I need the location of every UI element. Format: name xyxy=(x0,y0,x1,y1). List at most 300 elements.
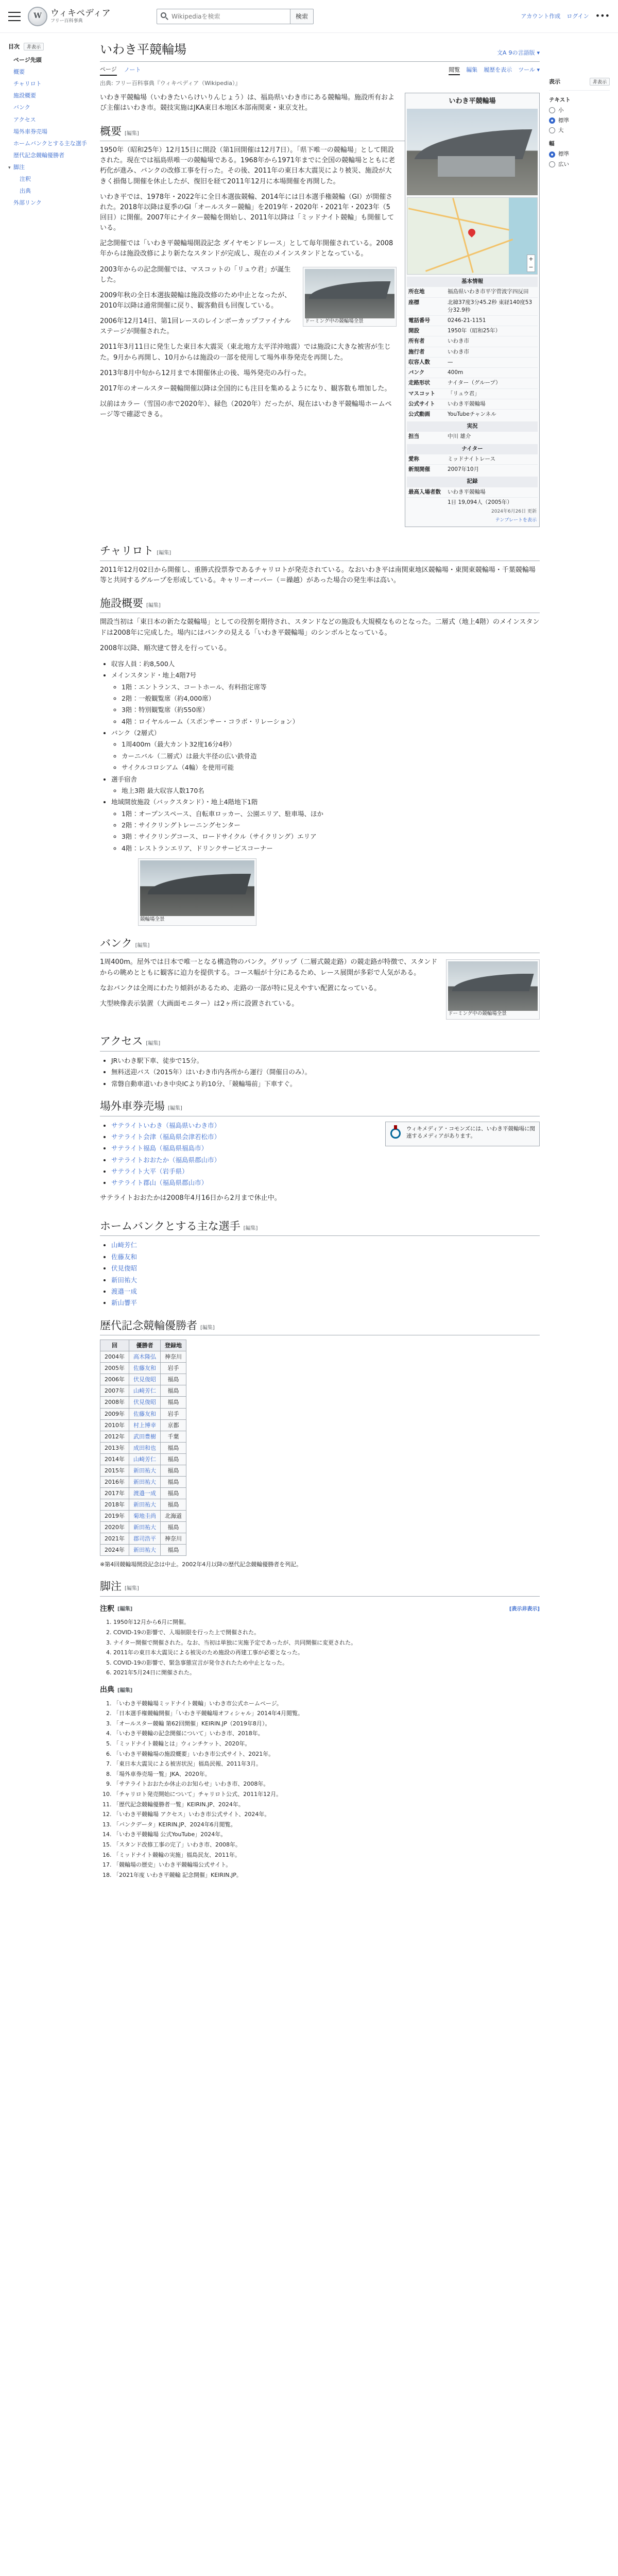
infobox-template-link[interactable] xyxy=(407,516,538,525)
tab-tools[interactable]: ツール ▾ xyxy=(518,66,540,74)
cell-text: 福島 xyxy=(167,1501,179,1508)
table-cell xyxy=(161,1363,186,1374)
winner-link[interactable]: 山崎芳仁 xyxy=(133,1455,156,1463)
infobox-key: 電話番号 xyxy=(408,317,430,324)
cell-text: 2004年 xyxy=(105,1353,125,1361)
notes-title: 注釈 xyxy=(100,1604,114,1613)
reference-item: 16. 「ミッドナイト競輪の実施」福島民友、2011年。 xyxy=(113,1851,540,1860)
infobox-key xyxy=(408,499,448,506)
infobox-value: いわき市 xyxy=(448,348,469,355)
table-cell xyxy=(161,1351,186,1363)
infobox-row xyxy=(407,286,538,297)
table-row xyxy=(100,1499,186,1510)
infobox-value: いわき平競輪場 xyxy=(448,400,486,407)
winner-link[interactable]: 菊地圭尚 xyxy=(133,1512,156,1519)
tab-edit[interactable]: 編集 xyxy=(466,66,478,74)
winner-link[interactable]: 村上博幸 xyxy=(133,1421,156,1429)
facility-figure[interactable] xyxy=(138,858,256,926)
edit-section-link[interactable]: [編集] xyxy=(243,1225,258,1231)
winner-link[interactable]: 高木隆弘 xyxy=(133,1353,156,1361)
offsite-item-text[interactable]: サテライト会津（福島県会津若松市） xyxy=(111,1132,221,1141)
radio-label: 標準 xyxy=(558,151,569,158)
language-button[interactable] xyxy=(497,48,540,57)
table-cell[interactable] xyxy=(129,1374,161,1385)
table-row xyxy=(100,1510,186,1521)
radio-button[interactable] xyxy=(549,107,555,113)
overview-p4: 2003年からの記念開催では、マスコットの「リュウ君」が誕生した。 xyxy=(100,265,291,284)
infobox-row xyxy=(407,378,538,388)
offsite-item-text[interactable]: サテライトいわき（福島県いわき市） xyxy=(111,1121,221,1129)
section-title: 概要 xyxy=(100,125,122,138)
winners-table xyxy=(100,1340,186,1556)
cell-text: 福島 xyxy=(167,1523,179,1531)
search-input[interactable] xyxy=(157,9,290,24)
map-pin-icon xyxy=(467,227,477,238)
cell-text: 千葉 xyxy=(167,1433,179,1440)
winner-link[interactable]: 渡邉一成 xyxy=(133,1489,156,1497)
notes-list xyxy=(113,1618,540,1677)
refs-subheading xyxy=(100,1685,540,1696)
toc-link[interactable]: 出典 xyxy=(20,188,31,195)
refs-list xyxy=(113,1699,540,1880)
section-facility xyxy=(100,595,540,614)
cell-text: 2015年 xyxy=(105,1467,125,1474)
table-cell xyxy=(100,1487,129,1499)
winner-link[interactable]: 新田祐大 xyxy=(133,1547,156,1554)
rider-item-text[interactable]: 伏見俊昭 xyxy=(111,1264,138,1273)
rider-item[interactable] xyxy=(111,1252,540,1262)
list-item: • 収容人員：約8,500人 xyxy=(111,659,540,669)
rider-item[interactable] xyxy=(111,1240,540,1250)
toc-item[interactable] xyxy=(8,66,91,78)
tab-page[interactable]: ページ xyxy=(100,65,117,76)
table-cell xyxy=(161,1442,186,1453)
table-cell xyxy=(100,1408,129,1419)
rider-item[interactable] xyxy=(111,1286,540,1296)
table-row xyxy=(100,1374,186,1385)
table-cell xyxy=(161,1476,186,1487)
toc-item[interactable] xyxy=(8,114,91,126)
edit-section-link[interactable]: [編集] xyxy=(125,130,139,137)
winner-link[interactable]: 伏見俊昭 xyxy=(133,1376,156,1383)
table-cell[interactable] xyxy=(129,1487,161,1499)
note-item: 2. COVID-19の影響で、入場制限を行った上で開催された。 xyxy=(113,1628,540,1637)
appearance-hide-button[interactable]: 非表示 xyxy=(590,78,610,86)
toc-link[interactable]: ページ先頭 xyxy=(13,57,42,64)
toc-item[interactable] xyxy=(8,138,91,149)
reference-item: 13. 「バンクデータ」KEIRIN.JP、2024年6月閲覧。 xyxy=(113,1820,540,1829)
infobox-value: 福島県いわき市平字菅波字四反田 xyxy=(448,289,529,295)
offsite-item-text[interactable]: サテライト郡山（福島県郡山市） xyxy=(111,1179,208,1187)
radio-button[interactable] xyxy=(549,127,555,133)
personal-tools xyxy=(521,10,610,23)
search-button[interactable]: 検索 xyxy=(290,9,314,24)
radio-label: 広い xyxy=(558,161,569,167)
logo-text: ウィキペディア xyxy=(50,8,111,19)
text-size-option[interactable] xyxy=(549,116,610,125)
table-cell xyxy=(100,1374,129,1385)
bank-p2: なおバンクは全周にわたり傾斜があるため、走路の一部が特に見えやすい配置になっている。 xyxy=(100,984,381,992)
edit-section-link[interactable]: [編集] xyxy=(117,1606,133,1612)
note-item: 5. COVID-19の影響で、緊急事態宣言が発令されたため中止となった。 xyxy=(113,1658,540,1668)
toc-link[interactable]: 施設概要 xyxy=(13,92,36,99)
width-option[interactable] xyxy=(549,160,610,168)
winner-link[interactable]: 郡司浩平 xyxy=(133,1535,156,1543)
edit-section-link[interactable]: [編集] xyxy=(146,602,161,608)
toc-link[interactable]: 外部リンク xyxy=(13,199,42,207)
width-label: 幅 xyxy=(549,141,555,147)
table-cell xyxy=(100,1465,129,1476)
table-cell[interactable] xyxy=(129,1363,161,1374)
infobox-value: いわき平競輪場 xyxy=(448,488,486,495)
toc-link[interactable]: 場外車券売場 xyxy=(13,128,47,135)
cell-text: 福島 xyxy=(167,1478,179,1485)
infobox-value: ミッドナイトレース xyxy=(448,455,496,462)
section-notes xyxy=(100,1578,540,1597)
access-item-text: 常磐自動車道いわき中央ICより約10分、「競輪場前」下車すぐ。 xyxy=(111,1079,297,1088)
radio-label: 大 xyxy=(558,127,564,133)
infobox-section-race: 実況 xyxy=(407,421,538,431)
toc-item[interactable] xyxy=(8,78,91,90)
radio-button[interactable] xyxy=(549,151,555,158)
logo-subtext: フリー百科事典 xyxy=(50,19,83,24)
cell-text: 2010年 xyxy=(105,1421,125,1429)
rider-item[interactable] xyxy=(111,1298,540,1308)
text-size-option[interactable] xyxy=(549,126,610,134)
table-cell xyxy=(161,1465,186,1476)
overview-p6: 2006年12月14日、第1回レースのレインボーカップファイナルステージが開催された。 xyxy=(100,317,291,336)
list-subitem: ◦ 1階：エントランス、コートホール、有料指定席等 xyxy=(122,682,540,692)
edit-section-link[interactable]: [編集] xyxy=(146,1041,161,1047)
overview-figure-caption: ドーミング中の競輪場全景 xyxy=(305,318,364,324)
rider-item[interactable] xyxy=(111,1263,540,1273)
table-header: 登録地 xyxy=(161,1340,186,1351)
cell-text: 2016年 xyxy=(105,1478,125,1485)
cell-text: 福島 xyxy=(167,1444,179,1451)
toc-item[interactable] xyxy=(8,101,91,113)
offsite-item-text[interactable]: サテライトおおたか（福島県郡山市） xyxy=(111,1156,221,1164)
table-cell[interactable] xyxy=(129,1397,161,1408)
template-link[interactable]: テンプレートを表示 xyxy=(495,517,537,523)
infobox-key: 施行者 xyxy=(408,348,425,355)
cell-text: 神奈川 xyxy=(165,1353,182,1361)
facility-p1: 開設当初は「東日本の新たな競輪場」としての役割を期待され、スタンドなどの施設も大規模なものとなった。二層式（地上4階）のメインスタンドは2008年に完成した。場内にはバンクの見える「いわき平競輪場」のシンボルとなっている。 xyxy=(100,618,540,637)
infobox-key: 公式動画 xyxy=(408,411,430,417)
radio-label: 標準 xyxy=(558,117,569,124)
infobox-key: 新規開催 xyxy=(408,466,430,473)
reference-item: 14. 「いわき平競輪場 公式YouTube」2024年。 xyxy=(113,1830,540,1839)
offsite-item[interactable] xyxy=(111,1178,540,1188)
table-cell[interactable] xyxy=(129,1408,161,1419)
language-icon: 文A xyxy=(496,49,507,57)
cell-text: 神奈川 xyxy=(165,1535,182,1543)
table-row xyxy=(100,1408,186,1419)
cell-text: 福島 xyxy=(167,1387,179,1395)
site-logo[interactable] xyxy=(28,7,151,26)
appearance-title: 表示 xyxy=(549,78,560,85)
section-title: 場外車券売場 xyxy=(100,1099,165,1112)
location-map[interactable] xyxy=(407,197,538,275)
infobox-row xyxy=(407,388,538,399)
table-cell xyxy=(100,1363,129,1374)
edit-section-link[interactable]: [編集] xyxy=(117,1687,133,1693)
winner-link[interactable]: 伏見俊昭 xyxy=(133,1399,156,1406)
radio-button[interactable] xyxy=(549,161,555,167)
winner-link[interactable]: 新田祐大 xyxy=(133,1467,156,1474)
infobox-value: 2007年10月 xyxy=(448,466,479,473)
appearance-panel xyxy=(549,33,610,1885)
offsite-item[interactable] xyxy=(111,1155,540,1165)
table-cell xyxy=(161,1419,186,1431)
table-cell[interactable] xyxy=(129,1351,161,1363)
main-menu-icon[interactable] xyxy=(8,12,21,21)
table-cell xyxy=(100,1397,129,1408)
list-item: • 選手宿舎 ◦ 地上3階 最大収容人数170名 xyxy=(111,774,540,796)
table-cell[interactable] xyxy=(129,1545,161,1556)
table-row xyxy=(100,1453,186,1465)
table-row xyxy=(100,1487,186,1499)
table-row xyxy=(100,1521,186,1533)
rider-item-text[interactable]: 山崎芳仁 xyxy=(111,1241,138,1249)
infobox-value: 1日 19,094人（2005年） xyxy=(448,499,512,505)
toc-link[interactable]: アクセス xyxy=(13,116,36,123)
winner-link[interactable]: 武田豊樹 xyxy=(133,1433,156,1440)
riders-list xyxy=(111,1240,540,1308)
table-cell xyxy=(100,1510,129,1521)
infobox-row xyxy=(407,315,538,326)
notes-subheading xyxy=(100,1604,540,1615)
table-row xyxy=(100,1533,186,1545)
reference-item: 4. 「いわき平競輪の記念開催について」いわき市、2018年。 xyxy=(113,1729,540,1738)
reference-item: 8. 「場外車券売場一覧」JKA、2020年。 xyxy=(113,1770,540,1779)
toc-link[interactable]: バンク xyxy=(13,104,30,111)
toc-item[interactable] xyxy=(8,197,91,209)
table-cell xyxy=(161,1499,186,1510)
toc-item[interactable] xyxy=(8,173,91,185)
list-item: • メインスタンド・地上4階7号 ◦ 1階：エントランス、コートホール、有料指定席等 ◦ 2階：一般観覧席（約4,000席） ◦ 3階：特別観覧席（約550席） ◦ 4階：ロイヤルルーム（スポンサー・コラボ・リレーション） xyxy=(111,670,540,726)
table-cell[interactable] xyxy=(129,1533,161,1545)
toc-item[interactable] xyxy=(8,161,91,173)
winners-note: ※第4回競輪場開設記念は中止。2002年4月以降の歴代記念競輪優勝者を列記。 xyxy=(100,1561,302,1568)
infobox-row xyxy=(407,367,538,378)
reference-item: 15. 「スタンド改修工事の完了」いわき市、2008年。 xyxy=(113,1840,540,1850)
cell-text: 福島 xyxy=(167,1455,179,1463)
create-account-link[interactable]: アカウント作成 xyxy=(521,12,561,20)
rider-item-text[interactable]: 新山響平 xyxy=(111,1299,138,1307)
rider-item-text[interactable]: 渡邉一成 xyxy=(111,1287,138,1295)
infobox-section-basic: 基本情報 xyxy=(407,277,538,286)
list-item: • バンク（2層式） ◦ 1周400m（最大カント32度16分4秒） ◦ カーニバル（二層式）は最大半径の広い鉄骨造 ◦ サイクルコロシアム（4輪）を使用可能 xyxy=(111,728,540,773)
notes-toggle[interactable]: [表示非表示] xyxy=(509,1606,540,1612)
offsite-item-text[interactable]: サテライト福島（福島県福島市） xyxy=(111,1144,208,1153)
facility-list xyxy=(111,659,540,853)
table-cell xyxy=(161,1453,186,1465)
note-item: 1. 1950年12月から6月に開催。 xyxy=(113,1618,540,1627)
access-item xyxy=(111,1067,540,1077)
article-main xyxy=(91,33,549,1885)
table-cell xyxy=(100,1476,129,1487)
table-cell xyxy=(100,1453,129,1465)
cell-text: 福島 xyxy=(167,1467,179,1474)
toc-item[interactable] xyxy=(8,126,91,138)
winner-link[interactable]: 新田祐大 xyxy=(133,1478,156,1485)
overview-p1: 1950年（昭和25年）12月15日に開設（第1回開催は12月7日）。「県下唯一の競輪場」として開設された。現在では福島県唯一の競輪場である。1968年から1971年までに全国の競輪場とともに老朽化が進み、バンクの改修工事を行った。その後、2011年の東日本大震災により被災、施設が大きく損傷し開催を休止したが、復旧を経て2011年12月に本場開催を再開した。 xyxy=(100,146,396,185)
toc-link[interactable]: 注釈 xyxy=(20,175,31,182)
reference-item: 12. 「いわき平競輪場 アクセス」いわき市公式サイト、2024年。 xyxy=(113,1810,540,1819)
table-cell xyxy=(100,1442,129,1453)
overview-p7: 2011年3月11日に発生した東日本大震災（東北地方太平洋沖地震）では施設に大きな被害が生じた。9月から再開し、10月からは施設の一部を使用して場外車券発売を再開した。 xyxy=(100,343,391,362)
cell-text: 岩手 xyxy=(167,1365,179,1372)
table-cell[interactable] xyxy=(129,1521,161,1533)
table-cell[interactable] xyxy=(129,1442,161,1453)
infobox-key: 担当 xyxy=(408,433,419,440)
infobox-row xyxy=(407,454,538,464)
access-item-text: JRいわき駅下車、徒歩で15分。 xyxy=(111,1056,203,1064)
infobox-row xyxy=(407,497,538,507)
table-cell xyxy=(100,1545,129,1556)
table-cell xyxy=(161,1533,186,1545)
tab-read[interactable]: 閲覧 xyxy=(449,65,460,75)
section-bank xyxy=(100,935,540,954)
infobox-value: ナイター（グループ） xyxy=(448,380,501,386)
rider-item[interactable] xyxy=(111,1275,540,1285)
offsite-item-text[interactable]: サテライト大平（岩手県） xyxy=(111,1167,188,1175)
overview-p3: 記念開催では「いわき平競輪場開設記念 ダイヤモンドレース」として毎年開催されている。2008年からは施設改修により新たなスタンドが完成し、現在のメインスタンドとなっている。 xyxy=(100,240,393,258)
table-header: 回 xyxy=(100,1340,129,1351)
tab-history[interactable]: 履歴を表示 xyxy=(484,66,512,74)
winner-link[interactable]: 新田祐大 xyxy=(133,1523,156,1531)
edit-section-link[interactable]: [編集] xyxy=(168,1105,182,1111)
table-row xyxy=(100,1442,186,1453)
table-cell[interactable] xyxy=(129,1453,161,1465)
chevron-down-icon: ▾ xyxy=(537,49,540,57)
infobox-value: いわき市 xyxy=(448,338,469,345)
toc-link[interactable]: 脚注 xyxy=(13,163,25,171)
table-cell xyxy=(161,1408,186,1419)
more-options-icon[interactable]: ••• xyxy=(595,11,610,21)
toc-title: 目次 xyxy=(8,43,20,50)
access-list xyxy=(111,1056,540,1089)
note-item: 6. 2021年5月24日に開催された。 xyxy=(113,1668,540,1677)
edit-section-link[interactable]: [編集] xyxy=(125,1586,139,1592)
section-charilotto xyxy=(100,543,540,561)
reference-item: 5. 「ミッドナイト競輪とは」ウィンチケット、2020年。 xyxy=(113,1739,540,1749)
infobox-value: 「リュウ君」 xyxy=(448,390,480,397)
toc-link[interactable]: ホームバンクとする主な選手 xyxy=(13,140,87,147)
winner-link[interactable]: 新田祐大 xyxy=(133,1501,156,1508)
table-cell[interactable] xyxy=(129,1419,161,1431)
toc-item[interactable] xyxy=(8,149,91,161)
map-zoom-control[interactable]: + − xyxy=(527,255,535,272)
winner-link[interactable]: 山崎芳仁 xyxy=(133,1387,156,1395)
toc-item[interactable] xyxy=(8,185,91,197)
table-cell[interactable] xyxy=(129,1385,161,1397)
reference-item: 11. 「歴代記念競輪優勝者一覧」KEIRIN.JP、2024年。 xyxy=(113,1800,540,1809)
cell-text: 福島 xyxy=(167,1489,179,1497)
table-row xyxy=(100,1363,186,1374)
cell-text: 2012年 xyxy=(105,1433,125,1440)
table-cell xyxy=(161,1521,186,1533)
cell-text: 岩手 xyxy=(167,1410,179,1417)
note-item: 4. 2011年の東日本大震災による被災のため施設の再建工事が必要となった。 xyxy=(113,1648,540,1657)
toc-item[interactable] xyxy=(8,54,91,66)
cell-text: 福島 xyxy=(167,1547,179,1554)
offsite-item[interactable] xyxy=(111,1166,540,1176)
infobox-value: YouTubeチャンネル xyxy=(448,411,496,417)
list-subitem: ◦ 地上3階 最大収容人数170名 xyxy=(122,786,540,795)
winner-link[interactable]: 成田和也 xyxy=(133,1444,156,1451)
edit-section-link[interactable]: [編集] xyxy=(157,550,171,556)
infobox-row xyxy=(407,464,538,474)
infobox-updated: 2024年6月26日 更新 xyxy=(491,509,537,514)
list-subitem: ◦ カーニバル（二層式）は最大半径の広い鉄骨造 xyxy=(122,751,540,761)
list-subitem: ◦ 1階：オープンスペース、自転車ロッカー、公園エリア、駐車場、ほか xyxy=(122,809,540,819)
cell-text: 福島 xyxy=(167,1376,179,1383)
table-cell xyxy=(161,1431,186,1442)
table-cell[interactable] xyxy=(129,1499,161,1510)
overview-figure[interactable] xyxy=(303,267,397,327)
table-cell xyxy=(100,1351,129,1363)
page-title: いわき平競輪場 xyxy=(100,42,186,57)
infobox-row xyxy=(407,409,538,419)
winner-link[interactable]: 佐藤友和 xyxy=(133,1365,156,1372)
bank-p1: 1周400m。屋外では日本で唯一となる構造物のバンク。グリップ（二層式競走路）の競走路が特徴で、スタンドからの眺めとともに観客に迫力を提供する。コース幅が十分にあるため、レース展開が多彩で人気がある。 xyxy=(100,958,438,977)
list-item: • 地域開放施設（バックスタンド）・地上4階地下1階 ◦ 1階：オープンスペース、自転車ロッカー、公園エリア、駐車場、ほか ◦ 2階：サイクリングトレーニングセンター ◦ 3階：サイクリングコース、ロードサイクル（サイクリング）エリア ◦ 4階：レストランエリア、ドリンクサービスコーナー xyxy=(111,797,540,853)
table-cell[interactable] xyxy=(129,1476,161,1487)
tab-talk[interactable]: ノート xyxy=(124,66,141,74)
edit-section-link[interactable]: [編集] xyxy=(135,942,150,948)
radio-button[interactable] xyxy=(549,117,555,124)
toc-hide-button[interactable]: 非表示 xyxy=(24,43,44,50)
list-subitem: ◦ 2階：サイクリングトレーニングセンター xyxy=(122,820,540,830)
tools-label: ツール xyxy=(518,66,535,74)
table-row xyxy=(100,1545,186,1556)
section-title: 脚注 xyxy=(100,1580,122,1593)
list-subitem: ◦ 4階：レストランエリア、ドリンクサービスコーナー xyxy=(122,843,540,853)
section-access xyxy=(100,1033,540,1052)
reference-item: 2. 「日本選手権競輪開催」「いわき平競輪場オフィシャル」2014年4月閲覧。 xyxy=(113,1709,540,1718)
infobox-key: 愛称 xyxy=(408,455,419,462)
table-row xyxy=(100,1351,186,1363)
commons-box[interactable] xyxy=(385,1122,540,1146)
overview-p2: いわき平では、1978年・2022年に全日本選抜競輪、2014年には日本選手権競輪（GI）が開催された。2018年以降は夏季のGI「オールスター競輪」を2019年・2020年・2021年・2023年（5回目）に開催。2007年にナイター競輪を開始し、2011年以降は「ミッドナイト競輪」も開催している。 xyxy=(100,193,394,232)
rider-item-text[interactable]: 佐藤友和 xyxy=(111,1252,138,1261)
toc-link[interactable]: チャリロト xyxy=(13,80,42,88)
table-cell[interactable] xyxy=(129,1510,161,1521)
rider-item-text[interactable]: 新田祐大 xyxy=(111,1276,138,1284)
toc-item[interactable] xyxy=(8,90,91,101)
width-option[interactable] xyxy=(549,150,610,158)
search-box xyxy=(157,9,314,24)
infobox-key: 最高入場者数 xyxy=(408,488,441,495)
login-link[interactable]: ログイン xyxy=(566,12,589,20)
edit-section-link[interactable]: [編集] xyxy=(200,1325,215,1331)
infobox-photo[interactable] xyxy=(407,109,538,195)
cell-text: 2007年 xyxy=(105,1387,125,1395)
infobox-value: 400m xyxy=(448,369,464,376)
infobox-key: バンク xyxy=(408,369,425,376)
table-cell[interactable] xyxy=(129,1431,161,1442)
toc-link[interactable]: 歴代記念競輪優勝者 xyxy=(13,151,64,159)
table-cell[interactable] xyxy=(129,1465,161,1476)
bank-figure[interactable] xyxy=(446,959,540,1020)
winner-link[interactable]: 佐藤友和 xyxy=(133,1410,156,1417)
overview-p9: 2017年のオールスター競輪開催以降は全国的にも注目を集めるようになり、観客数も増加した。 xyxy=(100,384,391,393)
charilotto-p1: 2011年12月02日から開催し、重勝式投票券であるチャリロトが発売されている。なおいわき平は南関東地区競輪場・東関東競輪場・千葉競輪場等と共同するグループを形成している。キャリーオーバー（＝繰越）があった場合の発生率は高い。 xyxy=(100,566,536,584)
toc-link[interactable]: 概要 xyxy=(13,69,25,76)
commons-text: ウィキメディア・コモンズには、いわき平競輪場に関連するメディアがあります。 xyxy=(406,1125,536,1140)
text-size-option[interactable] xyxy=(549,106,610,114)
